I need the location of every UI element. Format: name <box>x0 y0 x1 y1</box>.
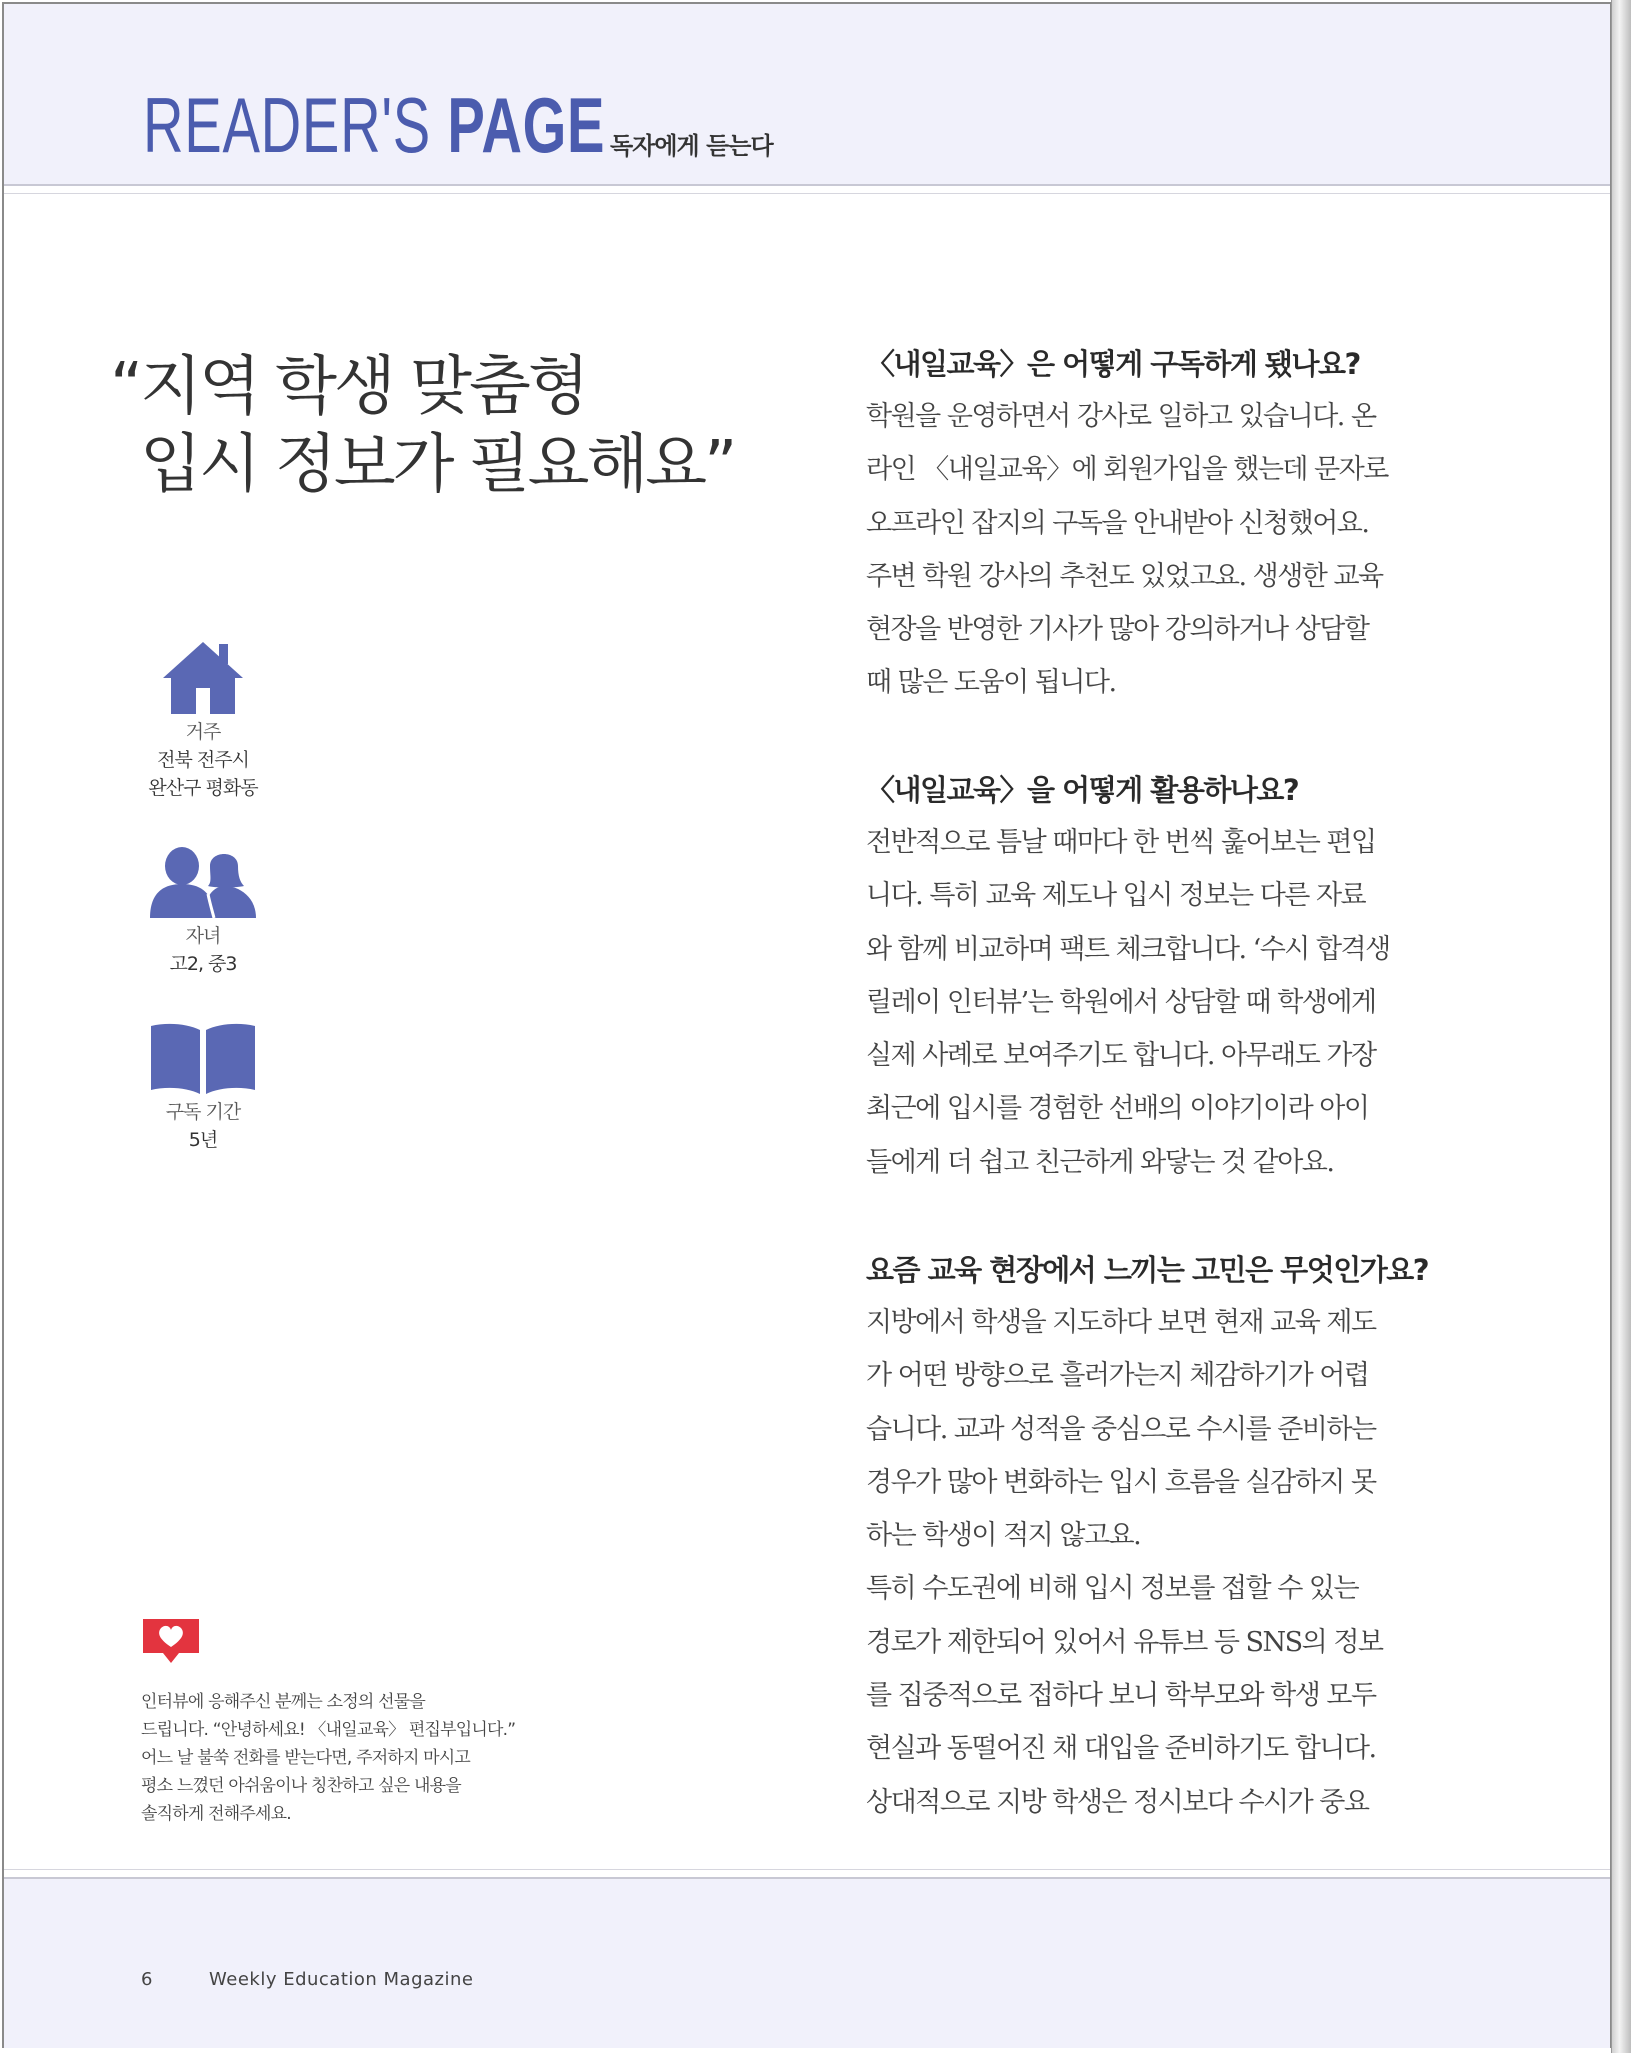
profile-children <box>128 846 278 978</box>
answer-line: 전반적으로 틈날 때마다 한 번씩 훑어보는 편입 <box>866 827 1376 858</box>
answer-line: 학원을 운영하면서 강사로 일하고 있습니다. 온 <box>866 401 1376 432</box>
answer-line: 를 집중적으로 접하다 보니 학부모와 학생 모두 <box>866 1680 1376 1712</box>
answer-line: 하는 학생이 적지 않고요. <box>866 1520 1141 1552</box>
house-icon <box>163 640 243 714</box>
qa-question: 요즘 교육 현장에서 느끼는 고민은 무엇인가요? <box>866 1253 1429 1287</box>
subscription-value: 5년 <box>188 1129 218 1151</box>
qa-section-subscribe <box>866 338 1441 710</box>
note-line: 드립니다. “안녕하세요! 〈내일교육〉 편집부입니다.” <box>141 1720 516 1740</box>
answer-line: 릴레이 인터뷰’는 학원에서 상담할 때 학생에게 <box>866 986 1376 1018</box>
note-line: 솔직하게 전해주세요. <box>141 1804 291 1824</box>
qa-section-usage <box>866 764 1441 1189</box>
section-title-light: READER'S <box>143 81 431 169</box>
answer-line: 최근에 입시를 경험한 선배의 이야기이라 아이 <box>866 1093 1369 1125</box>
profile-residence <box>128 640 278 802</box>
qa-question: 〈내일교육〉을 어떻게 활용하나요? <box>866 773 1299 807</box>
magazine-name: Weekly Education Magazine <box>209 1969 474 1990</box>
answer-line: 와 함께 비교하며 팩트 체크합니다. ‘수시 합격생 <box>866 933 1390 965</box>
interview-note <box>141 1688 561 1828</box>
page-number: 6 <box>141 1969 153 1990</box>
qa-section-concerns <box>866 1244 1441 1829</box>
qa-answer <box>866 1296 1441 1829</box>
footer-band <box>4 1877 1610 2048</box>
answer-line: 실제 사례로 보여주기도 합니다. 아무래도 가장 <box>866 1040 1376 1072</box>
note-line: 인터뷰에 응해주신 분께는 소정의 선물을 <box>141 1692 425 1712</box>
answer-line: 주변 학원 강사의 추천도 있었고요. 생생한 교육 <box>866 560 1383 592</box>
note-line: 평소 느꼈던 아쉬움이나 칭찬하고 싶은 내용을 <box>141 1776 461 1796</box>
answer-line: 지방에서 학생을 지도하다 보면 현재 교육 제도 <box>866 1307 1376 1338</box>
answer-line: 니다. 특히 교육 제도나 입시 정보는 다른 자료 <box>866 880 1366 912</box>
residence-value: 전북 전주시 <box>157 749 249 771</box>
pull-quote <box>110 348 734 504</box>
note-line: 어느 날 불쑥 전화를 받는다면, 주저하지 마시고 <box>141 1748 471 1768</box>
qa-answer <box>866 816 1441 1189</box>
answer-line: 경우가 많아 변화하는 입시 흐름을 실감하지 못 <box>866 1466 1376 1498</box>
children-value: 고2, 중3 <box>169 953 237 975</box>
answer-line: 경로가 제한되어 있어서 유튜브 등 SNS의 정보 <box>866 1626 1383 1658</box>
answer-line: 때 많은 도움이 됩니다. <box>866 667 1116 699</box>
answer-line: 오프라인 잡지의 구독을 안내받아 신청했어요. <box>866 507 1369 539</box>
section-title-text <box>143 81 606 169</box>
footer-rule <box>4 1869 1610 1870</box>
open-book-icon <box>148 1022 258 1094</box>
residence-label: 거주 <box>185 721 221 743</box>
heart-speech-icon <box>141 1617 201 1665</box>
answer-line: 현실과 동떨어진 채 대입을 준비하기도 합니다. <box>866 1733 1376 1765</box>
profile-subscription <box>128 1022 278 1154</box>
answer-line: 습니다. 교과 성적을 중심으로 수시를 준비하는 <box>866 1413 1376 1445</box>
pull-quote-line: 입시 정보가 필요해요” <box>140 428 735 502</box>
children-label: 자녀 <box>185 925 221 947</box>
residence-value: 완산구 평화동 <box>148 777 258 799</box>
answer-line: 특히 수도권에 비해 입시 정보를 접할 수 있는 <box>866 1573 1359 1605</box>
answer-line: 라인 〈내일교육〉에 회원가입을 했는데 문자로 <box>866 454 1388 486</box>
subscription-label: 구독 기간 <box>165 1101 241 1123</box>
section-subtitle: 독자에게 듣는다 <box>610 132 773 160</box>
pull-quote-line: “지역 학생 맞춤형 <box>110 350 587 424</box>
answer-line: 상대적으로 지방 학생은 정시보다 수시가 중요 <box>866 1786 1369 1818</box>
page-spine-edge <box>1611 0 1631 2053</box>
header-rule <box>4 193 1610 194</box>
qa-question: 〈내일교육〉은 어떻게 구독하게 됐나요? <box>866 347 1360 381</box>
answer-line: 들에게 더 쉽고 친근하게 와닿는 것 같아요. <box>866 1146 1334 1178</box>
qa-answer <box>866 390 1441 710</box>
section-title-bold: PAGE <box>447 81 606 169</box>
answer-line: 현장을 반영한 기사가 많아 강의하거나 상담할 <box>866 614 1369 646</box>
answer-line: 가 어떤 방향으로 흘러가는지 체감하기가 어렵 <box>866 1360 1369 1392</box>
people-icon <box>148 846 258 918</box>
